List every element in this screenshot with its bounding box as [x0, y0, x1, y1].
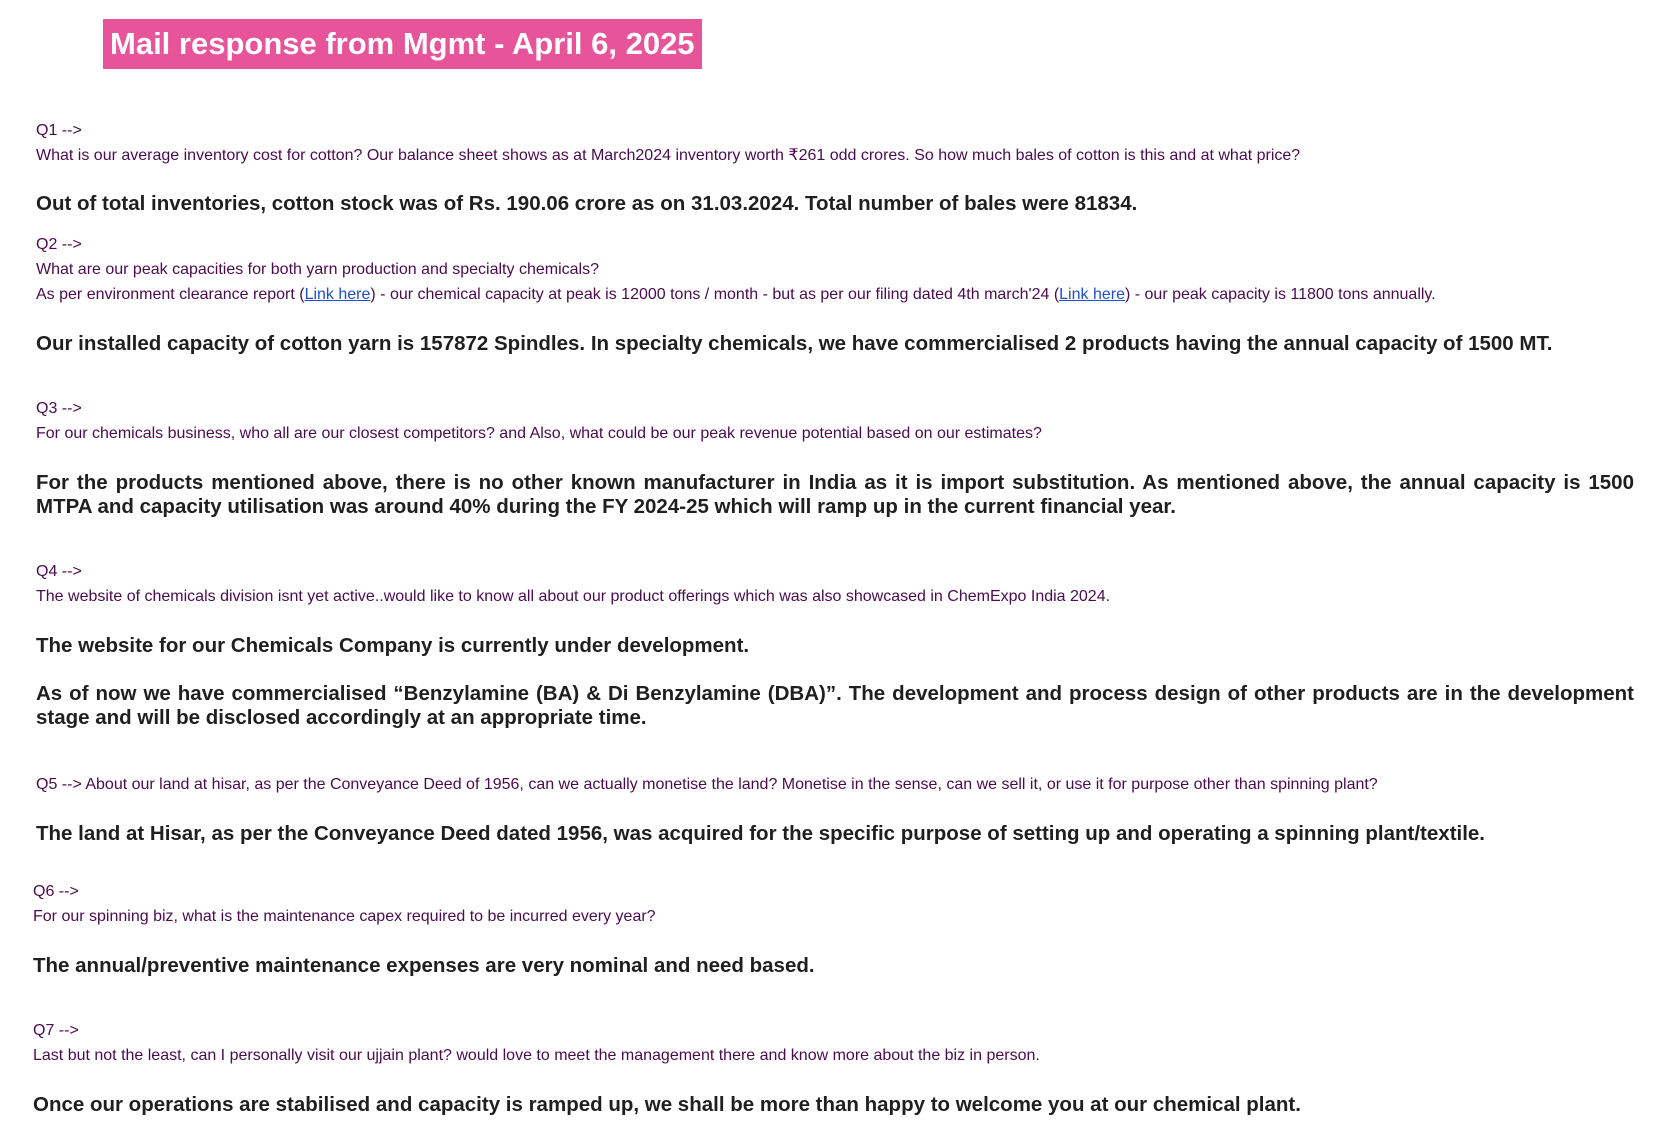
answer-7-text: Once our operations are stabilised and capacity is ramped up, we shall be more than happy to welcome you at our chemical plant.: [33, 1093, 1301, 1116]
question-6-label: Q6 -->: [33, 883, 79, 900]
question-3-label: Q3 -->: [36, 400, 82, 417]
question-1-text: What is our average inventory cost for cotton? Our balance sheet shows as at March2024 inventory worth ₹261 odd crores. So how much bales of cotton is this and at what price?: [36, 147, 1301, 164]
question-4-label: Q4 -->: [36, 563, 82, 580]
question-2-label: Q2 -->: [36, 236, 82, 253]
page-title: Mail response from Mgmt - April 6, 2025: [103, 19, 702, 69]
question-7-label: Q7 -->: [33, 1022, 79, 1039]
question-6-text: For our spinning biz, what is the maintenance capex required to be incurred every year?: [33, 908, 656, 925]
answer-4-detail: As of now we have commercialised “Benzylamine (BA) & Di Benzylamine (DBA)”. The development and process design of other products are in the development stage and will be disclosed accordingly at an appropriate time.: [36, 682, 1634, 729]
answer-5-text: The land at Hisar, as per the Conveyance Deed dated 1956, was acquired for the specific purpose of setting up and operating a spinning plant/textile.: [36, 822, 1486, 845]
answer-1-text: Out of total inventories, cotton stock was of Rs. 190.06 crore as on 31.03.2024. Total number of bales were 81834.: [36, 192, 1138, 215]
answer-2-text: Our installed capacity of cotton yarn is 157872 Spindles. In specialty chemicals, we have commercialised 2 products having the annual capacity of 1500 MT.: [36, 332, 1553, 355]
question-5-text: Q5 --> About our land at hisar, as per the Conveyance Deed of 1956, can we actually monetise the land? Monetise in the sense, can we sell it, or use it for purpose other than spinning plant?: [36, 776, 1378, 793]
question-1-label: Q1 -->: [36, 122, 82, 139]
filing-link[interactable]: Link here: [1059, 286, 1125, 303]
question-7-text: Last but not the least, can I personally visit our ujjain plant? would love to meet the management there and know more about the biz in person.: [33, 1047, 1040, 1064]
question-2-detail-part2: ) - our chemical capacity at peak is 12000 tons / month - but as per our filing dated 4th march'24 (: [370, 286, 1060, 303]
environment-clearance-link[interactable]: Link here: [304, 286, 371, 303]
question-2-detail-part1: As per environment clearance report (: [36, 286, 305, 303]
question-4-text: The website of chemicals division isnt yet active..would like to know all about our product offerings which was also showcased in ChemExpo India 2024.: [36, 588, 1111, 605]
question-2-text: What are our peak capacities for both yarn production and specialty chemicals?: [36, 261, 599, 278]
answer-3-text: For the products mentioned above, there is no other known manufacturer in India as it is import substitution. As mentioned above, the annual capacity is 1500 MTPA and capacity utilisation was around 40% during the FY 2024-25 which will ramp up in the current financial year.: [36, 471, 1634, 518]
answer-4-text: The website for our Chemicals Company is currently under development.: [36, 634, 750, 657]
answer-6-text: The annual/preventive maintenance expenses are very nominal and need based.: [33, 954, 815, 977]
question-3-text: For our chemicals business, who all are our closest competitors? and Also, what could be our peak revenue potential based on our estimates?: [36, 425, 1042, 442]
question-2-detail-part3: ) - our peak capacity is 11800 tons annually.: [1124, 286, 1436, 303]
question-2-detail: [36, 285, 1436, 305]
